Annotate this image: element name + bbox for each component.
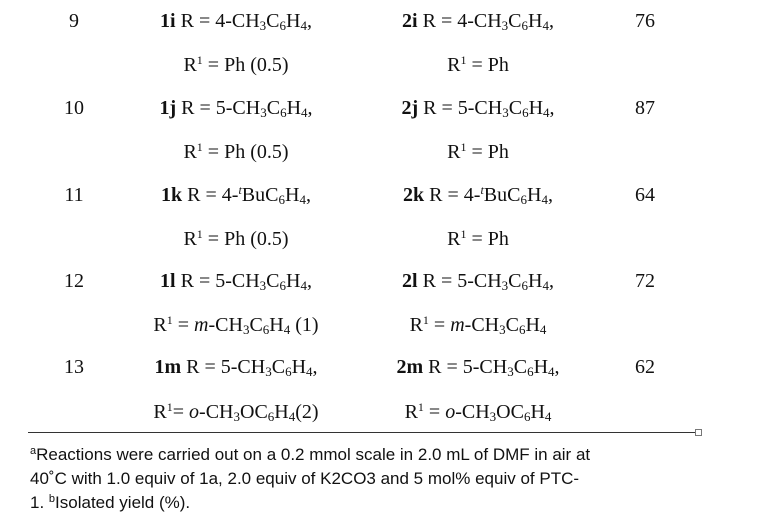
footnote-line-2: 40˚C with 1.0 equiv of 1a, 2.0 equiv of K2CO3 and 5 mol% equiv of PTC- — [30, 469, 580, 488]
substrate-r-line: 1j $R = 5-CH_3C_6H_4$, — [159, 97, 313, 120]
yield-value: 72 — [635, 270, 655, 292]
footnote-line-1: $^a$Reactions were carried out on a 0.2 mmol scale in 2.0 mL of DMF in air at — [30, 445, 591, 464]
product-r-line: 2m $R = 5-CH_3C_6H_4$, — [396, 356, 560, 379]
compound-id: 1m — [154, 356, 182, 378]
substrate-r-line: 1i $R = 4-CH_3C_6H_4$, — [160, 10, 312, 33]
yield-value: 87 — [635, 97, 655, 119]
substrate-r-line: 1k $R = 4-^tBuC_6H_4$, — [161, 183, 311, 207]
entry-number: 12 — [64, 270, 84, 292]
compound-id: 2j — [401, 97, 419, 119]
compound-id: 2m — [396, 356, 424, 378]
product-r1-line: $R^1 = Ph$ — [447, 227, 509, 250]
compound-id: 2l — [402, 270, 418, 292]
substrate-r-line: 1m $R = 5-CH_3C_6H_4$, — [154, 356, 318, 379]
table-bottom-rule — [28, 432, 695, 433]
yield-value: 76 — [635, 10, 655, 32]
footnote-a-marker: a — [30, 445, 37, 457]
product-r1-line: $R^1 = o-CH_3OC_6H_4$ — [404, 400, 552, 424]
substrate-r1-line: $R^1 = Ph$ (0.5) — [183, 53, 289, 76]
substrate-r1-line: $R^1 = Ph$ (0.5) — [183, 140, 289, 163]
compound-id: 2i — [402, 10, 418, 32]
product-r1-line: $R^1 = Ph$ — [447, 140, 509, 163]
compound-id: 2k — [403, 184, 425, 206]
substrate-r1-line: $R^1 = Ph$ (0.5) — [183, 227, 289, 250]
entry-number: 10 — [64, 97, 84, 119]
product-r1-line: $R^1 = Ph$ — [447, 53, 509, 76]
substrate-r1-line: $R^1 = m-CH_3C_6H_4$ (1) — [153, 313, 319, 337]
substrate-r1-line: $R^1= o-CH_3OC_6H_4(2)$ — [153, 400, 319, 424]
yield-value: 64 — [635, 184, 655, 206]
footnote-b-marker: b — [48, 493, 56, 505]
product-r1-line: $R^1 = m-CH_3C_6H_4$ — [409, 313, 547, 337]
compound-id: 1j — [159, 97, 177, 119]
product-r-line: 2l $R = 5-CH_3C_6H_4$, — [402, 270, 554, 293]
entry-number: 11 — [64, 184, 84, 206]
substrate-r-line: 1l $R = 5-CH_3C_6H_4$, — [160, 270, 312, 293]
compound-id: 1k — [161, 184, 183, 206]
resize-handle — [695, 429, 702, 436]
yield-value: 62 — [635, 356, 655, 378]
compound-id: 1l — [160, 270, 176, 292]
footnote-line-3: 1. $^b$Isolated yield (%). — [30, 493, 191, 512]
product-r-line: 2i $R = 4-CH_3C_6H_4$, — [402, 10, 554, 33]
product-r-line: 2k $R = 4-^tBuC_6H_4$, — [403, 183, 553, 207]
product-r-line: 2j $R = 5-CH_3C_6H_4$, — [401, 97, 555, 120]
entry-number: 9 — [69, 10, 79, 32]
compound-id: 1i — [160, 10, 176, 32]
entry-number: 13 — [64, 356, 84, 378]
